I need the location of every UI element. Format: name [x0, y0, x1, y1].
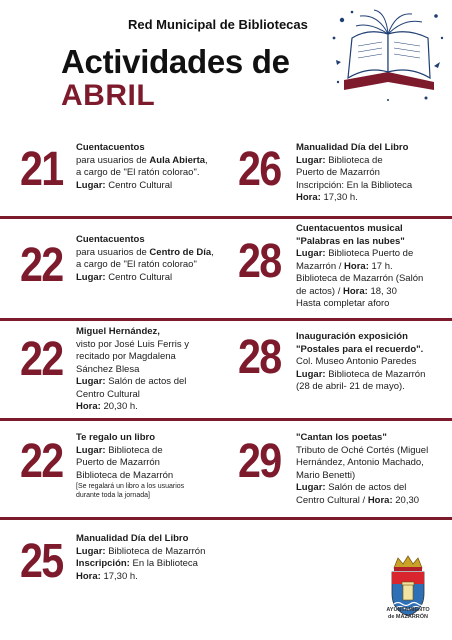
label: Hora: [367, 494, 393, 506]
event-day: 28 [238, 235, 281, 288]
event-line: Sánchez Blesa [76, 363, 140, 375]
event-note: [Se regalará un libro a los usuarios [76, 483, 185, 490]
event-info [76, 234, 214, 284]
event-line [76, 445, 184, 458]
event-line [296, 261, 423, 274]
event-info [296, 331, 425, 394]
event-title: Cuentacuentos musical [296, 223, 403, 234]
event-line [76, 558, 205, 571]
event-subtitle: "Postales para el recuerdo". [296, 343, 424, 355]
value: Biblioteca de [105, 444, 163, 456]
event-line [296, 192, 412, 205]
event-line: recitado por Magdalena [76, 351, 176, 362]
event-info [296, 223, 423, 311]
event-title: Manualidad Día del Libro [296, 142, 409, 153]
value: 20,30 [392, 494, 420, 506]
event-line [296, 495, 428, 508]
event-line: Hernández, Antonio Machado, [296, 457, 424, 468]
value: Biblioteca Puerto de [325, 248, 414, 259]
label: Lugar: [296, 368, 326, 380]
event-info [76, 533, 205, 583]
text: de actos) / [296, 285, 343, 297]
event-line [76, 571, 205, 584]
event-info [296, 432, 428, 507]
page-title: Actividades de [61, 43, 290, 80]
value: En la Biblioteca [129, 558, 198, 569]
value: Centro Cultural [105, 271, 173, 283]
event-line [76, 155, 208, 168]
text: para usuarios de [76, 246, 150, 258]
event-day: 22 [20, 435, 63, 488]
event-line: a cargo de "El ratón colorao". [76, 167, 200, 178]
label: Lugar: [76, 376, 106, 387]
event-day: 26 [238, 143, 281, 196]
value: 20,30 h. [100, 401, 138, 412]
event-line [296, 369, 425, 382]
value: Centro Cultural [105, 179, 173, 191]
value: Biblioteca de Mazarrón [325, 368, 426, 380]
event-line: Puerto de Mazarrón [296, 167, 380, 178]
event-line: Puerto de Mazarrón [76, 457, 160, 468]
event-title: Manualidad Día del Libro [76, 533, 189, 544]
event-line [296, 155, 412, 168]
label: Lugar: [76, 271, 106, 283]
event-line [76, 180, 208, 193]
event-info [76, 432, 184, 500]
label: Hora: [344, 260, 369, 272]
crest-line: de MAZARRÓN [387, 614, 429, 620]
event-line: Inscripción: En la Biblioteca [296, 179, 413, 191]
text: Centro Cultural / [296, 494, 368, 506]
event-subtitle: "Palabras en las nubes" [296, 235, 405, 247]
label: Lugar: [76, 444, 106, 456]
value: Biblioteca de [325, 154, 383, 166]
event-line: Biblioteca de Mazarrón [76, 469, 174, 481]
divider [0, 216, 452, 219]
divider [0, 318, 452, 321]
label: Lugar: [296, 248, 326, 259]
label: Lugar: [76, 179, 106, 191]
label: Hora: [76, 570, 101, 582]
event-line: a cargo de "El ratón colorao" [76, 259, 197, 270]
event-info [76, 326, 189, 414]
event-note: durante toda la jornada] [76, 492, 150, 499]
page-title-month: ABRIL [61, 79, 156, 112]
value: Salón de actos del [105, 376, 187, 387]
text: para usuarios de [76, 154, 150, 166]
header [0, 0, 452, 122]
text: , [205, 154, 208, 166]
event-line [296, 482, 428, 495]
crest-caption [372, 607, 444, 621]
event-line [76, 401, 189, 414]
event-day: 25 [20, 535, 63, 588]
text: Aula Abierta [149, 154, 206, 166]
event-line: visto por José Luis Ferris y [76, 338, 189, 350]
divider [0, 418, 452, 421]
event-line: Biblioteca de Mazarrón (Salón [296, 273, 424, 284]
event-info [296, 142, 412, 205]
event-line: Tributo de Oché Cortés (Miguel [296, 444, 429, 456]
event-line [76, 272, 214, 285]
value: 17,30 h. [320, 192, 358, 203]
event-day: 22 [20, 333, 63, 386]
label: Hora: [343, 285, 368, 297]
event-info [76, 142, 208, 192]
value: Salón de actos del [325, 482, 407, 493]
value: 17,30 h. [100, 570, 138, 582]
header-subtitle: Red Municipal de Bibliotecas [128, 17, 308, 32]
value: Biblioteca de Mazarrón [105, 545, 206, 557]
event-line [76, 376, 189, 389]
text: Centro de Día [149, 246, 212, 258]
event-line [76, 546, 205, 559]
label: Lugar: [296, 154, 326, 166]
event-day: 22 [20, 239, 63, 292]
event-line [296, 248, 423, 261]
label: Hora: [296, 192, 321, 203]
event-title: Cuentacuentos [76, 234, 145, 245]
crest-line: AYUNTAMIENTO [386, 607, 430, 613]
event-day: 29 [238, 435, 281, 488]
event-title: "Cantan los poetas" [296, 432, 387, 443]
event-line: Hasta completar aforo [296, 298, 390, 309]
value: 17 h. [368, 260, 393, 272]
event-day: 28 [238, 331, 281, 384]
label: Lugar: [296, 482, 326, 493]
divider [0, 517, 452, 520]
event-day: 21 [20, 143, 63, 196]
text: Mazarrón / [296, 260, 345, 272]
event-line [76, 247, 214, 260]
event-line: Centro Cultural [76, 388, 140, 400]
text: , [211, 246, 214, 258]
event-title: Inauguración exposición [296, 331, 408, 342]
event-line: Col. Museo Antonio Paredes [296, 356, 417, 367]
event-line: (28 de abril- 21 de mayo). [296, 381, 405, 392]
event-title: Cuentacuentos [76, 142, 145, 153]
label: Lugar: [76, 545, 106, 557]
event-line: Mario Benetti) [296, 469, 356, 481]
label: Hora: [76, 401, 101, 412]
event-title: Te regalo un libro [76, 432, 155, 443]
event-line [296, 286, 423, 299]
value: 18, 30 [367, 285, 397, 297]
label: Inscripción: [76, 558, 130, 569]
event-title: Miguel Hernández, [76, 326, 160, 337]
open-book-icon [330, 8, 446, 104]
